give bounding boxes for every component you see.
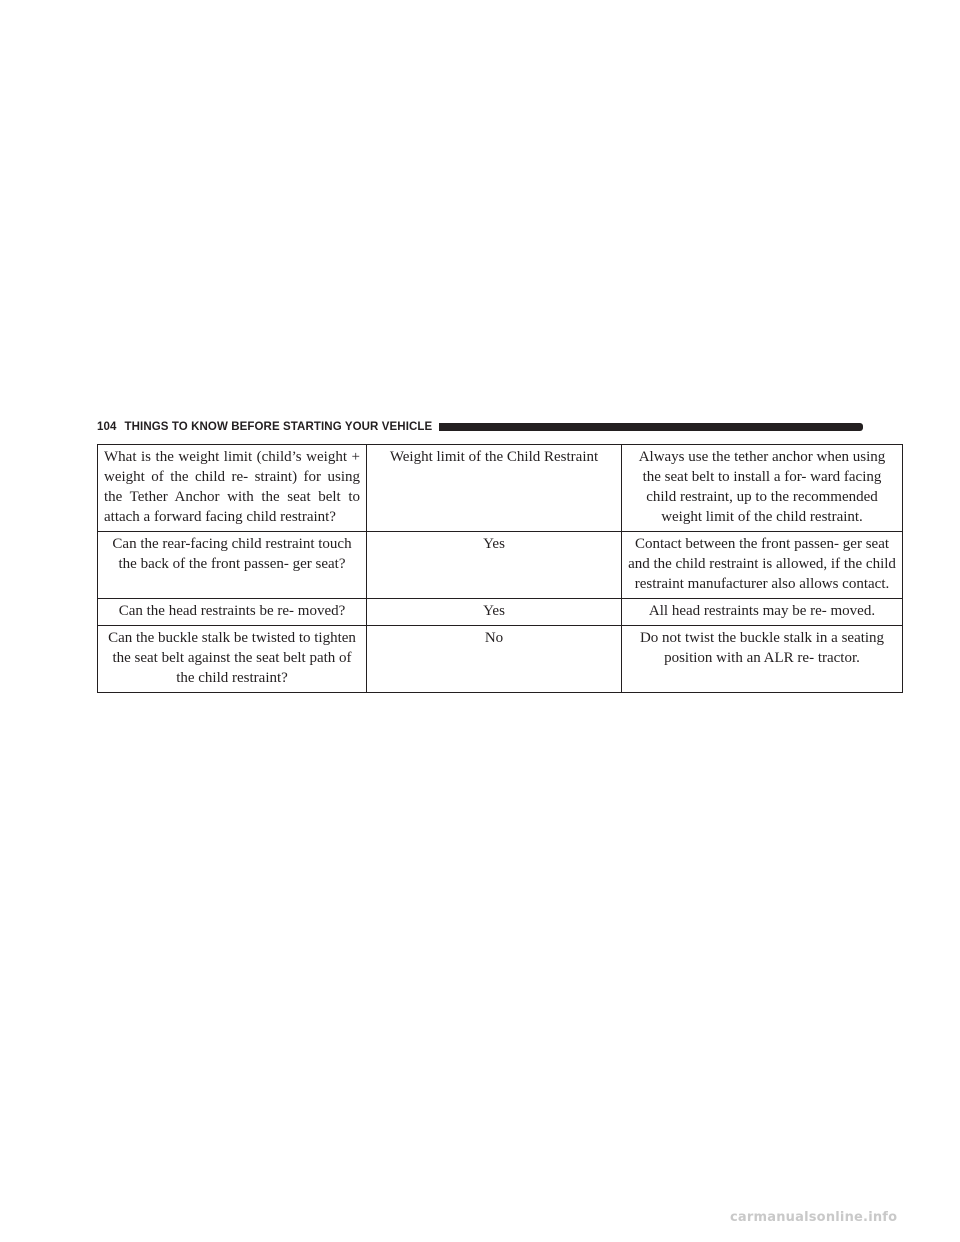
answer-cell: Yes	[367, 532, 622, 599]
page-number: 104	[97, 421, 117, 433]
header-rule	[439, 423, 863, 431]
question-cell: Can the buckle stalk be twisted to tighten the seat belt against the seat belt path of the child restraint?	[98, 626, 367, 693]
notes-cell: Do not twist the buckle stalk in a seating position with an ALR re- tractor.	[622, 626, 903, 693]
page-header	[97, 419, 863, 435]
table-row	[98, 599, 903, 626]
watermark: carmanualsonline.info	[730, 1210, 898, 1225]
question-cell: What is the weight limit (child’s weight + weight of the child re- straint) for using the Tether Anchor with the seat belt to attach a forward facing child restraint?	[98, 445, 367, 532]
table-row	[98, 626, 903, 693]
answer-cell: Yes	[367, 599, 622, 626]
question-cell: Can the head restraints be re- moved?	[98, 599, 367, 626]
answer-cell: No	[367, 626, 622, 693]
table-row	[98, 532, 903, 599]
table-row	[98, 445, 903, 532]
notes-cell: Contact between the front passen- ger seat and the child restraint is allowed, if the child restraint manufacturer also allows contact.	[622, 532, 903, 599]
notes-cell: Always use the tether anchor when using the seat belt to install a for- ward facing child restraint, up to the recommended weight limit of the child restraint.	[622, 445, 903, 532]
answer-cell: Weight limit of the Child Restraint	[367, 445, 622, 532]
section-title: THINGS TO KNOW BEFORE STARTING YOUR VEHICLE	[124, 421, 433, 433]
notes-cell: All head restraints may be re- moved.	[622, 599, 903, 626]
question-cell: Can the rear-facing child restraint touch the back of the front passen- ger seat?	[98, 532, 367, 599]
child-restraint-table	[97, 444, 903, 693]
